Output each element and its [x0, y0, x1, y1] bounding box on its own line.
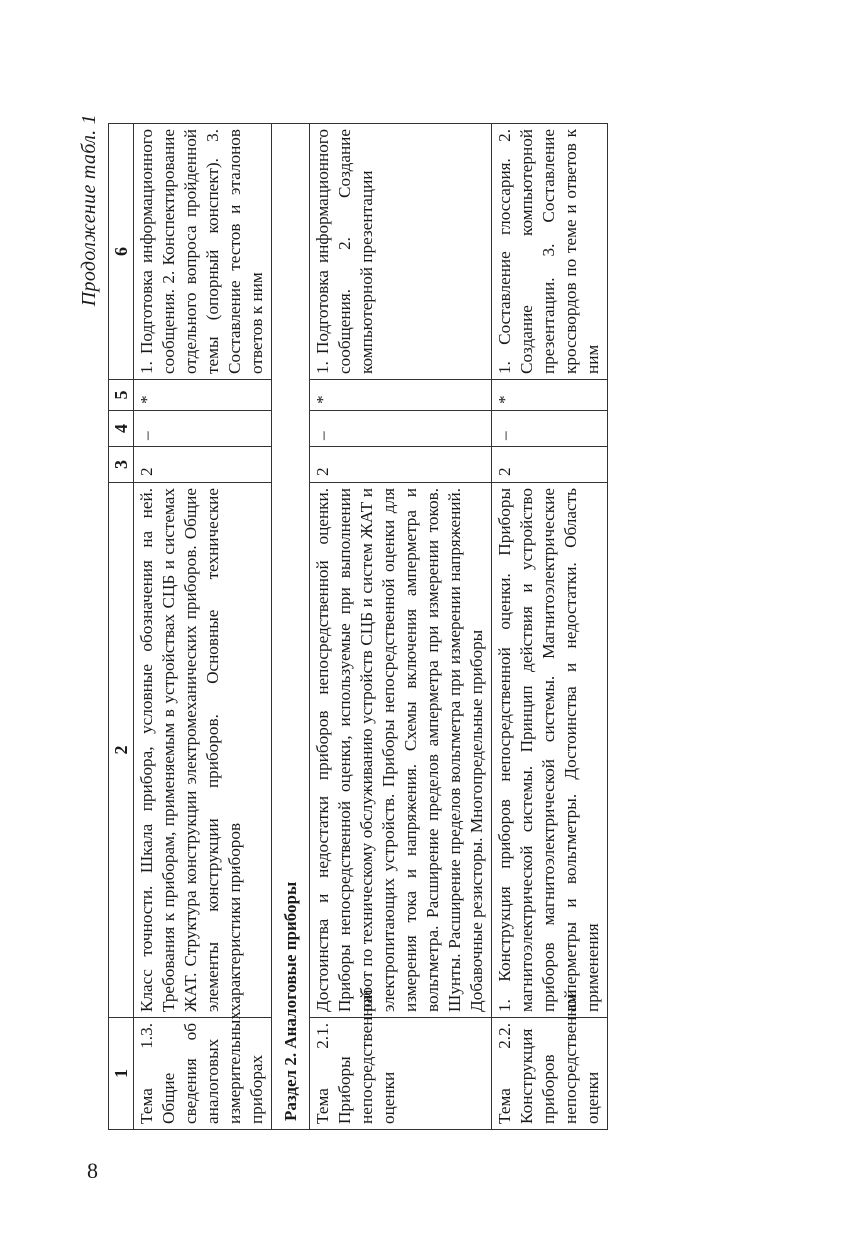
- section-title: Раздел 2. Аналоговые приборы: [272, 124, 310, 1130]
- table-row: [134, 124, 272, 1130]
- header-col-1: 1: [109, 1018, 134, 1130]
- rotated-page-content: [78, 110, 778, 1130]
- table-row: [310, 124, 492, 1130]
- selfwork-cell: 1. Подготовка информационного сообщения. 2. Создание компьютерной презентации: [310, 124, 492, 380]
- selfwork-cell: 1. Составление глоссария. 2. Создание компьютерной презентации. 3. Составление кроссвордов по теме и ответов к ним: [492, 124, 608, 380]
- content-cell: Достоинства и недостатки приборов непосредственной оценки. Приборы непосредственной оценки, используемые при выполнении работ по техническому обслуживанию устройств СЦБ и систем ЖАТ и электропитающих устройств. Приборы непосредственной оценки для измерения тока и напряжения. Схемы включения амперметра и вольтметра. Расширение пределов амперметра при измерении токов. Шунты. Расширение пределов вольтметра при измерении напряжений. Добавочные резисторы. Многопредельные приборы: [310, 483, 492, 1018]
- topic-cell: Тема 2.2. Конструкция приборов непосредственной оценки: [492, 1018, 608, 1130]
- table-row: [492, 124, 608, 1130]
- hours-cell: 2: [134, 447, 272, 483]
- mark-cell: *: [310, 380, 492, 411]
- header-col-4: 4: [109, 411, 134, 447]
- lab-cell: –: [134, 411, 272, 447]
- header-col-2: 2: [109, 483, 134, 1018]
- curriculum-table: [108, 123, 608, 1130]
- table-caption: Продолжение табл. 1: [78, 114, 100, 307]
- section-row: [272, 124, 310, 1130]
- hours-cell: 2: [492, 447, 608, 483]
- header-col-6: 6: [109, 124, 134, 380]
- content-cell: Класс точности. Шкала прибора, условные обозначения на ней. Требования к приборам, применяемым в устройствах СЦБ и системах ЖАТ. Структура конструкции электромеханических приборов. Общие элементы конструкции приборов. Основные технические характеристики приборов: [134, 483, 272, 1018]
- mark-cell: *: [492, 380, 608, 411]
- lab-cell: –: [492, 411, 608, 447]
- content-cell: 1. Конструкция приборов непосредственной оценки. Приборы магнитоэлектрической системы. Принцип действия и устройство приборов магнитоэлектрической системы. Магнитоэлектрические амперметры и вольтметры. Достоинства и недостатки. Область применения: [492, 483, 608, 1018]
- hours-cell: 2: [310, 447, 492, 483]
- page-number: 8: [87, 1158, 98, 1183]
- header-col-5: 5: [109, 380, 134, 411]
- lab-cell: –: [310, 411, 492, 447]
- topic-cell: Тема 1.3. Общие сведения об аналоговых измерительных приборах: [134, 1018, 272, 1130]
- header-col-3: 3: [109, 447, 134, 483]
- header-row: [109, 124, 134, 1130]
- topic-cell: Тема 2.1. Приборы непосредственной оценки: [310, 1018, 492, 1130]
- selfwork-cell: 1. Подготовка информационного сообщения. 2. Конспектирование отдельного вопроса пройденной темы (опорный конспект). 3. Составление тестов и эталонов ответов к ним: [134, 124, 272, 380]
- mark-cell: *: [134, 380, 272, 411]
